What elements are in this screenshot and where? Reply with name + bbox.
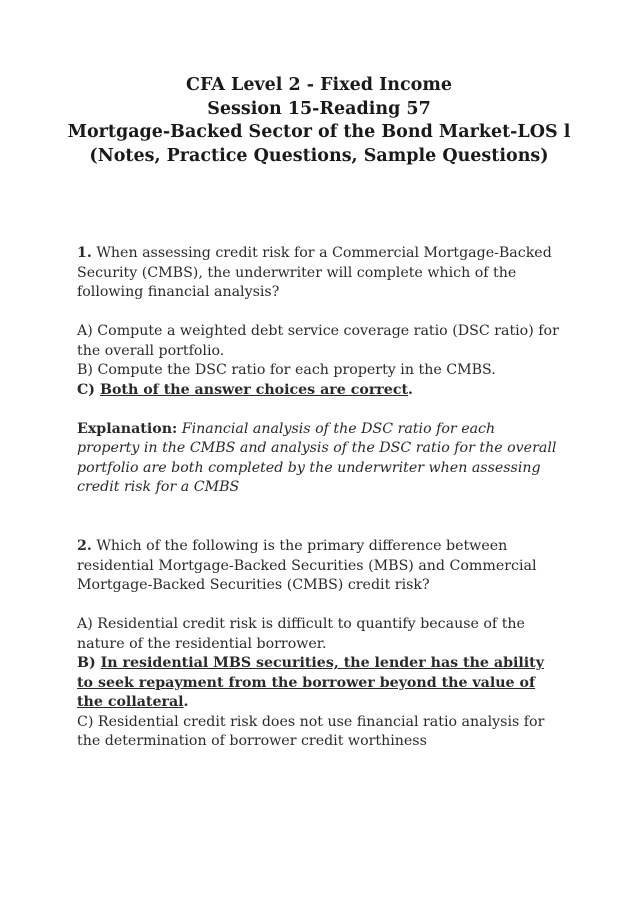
explanation-text: Financial analysis of the DSC ratio for each property in the CMBS and analysis of the DSC ratio for the overall portfolio are both completed by the underwriter when assessing credit risk for a CMBS xyxy=(77,420,557,495)
question-2-option-b xyxy=(77,654,561,713)
question-2-text: Which of the following is the primary difference between residential Mortgage-Backed Securities (MBS) and Commercial Mortgage-Backed Securities (CMBS) credit risk? xyxy=(77,538,537,593)
question-1-text: When assessing credit risk for a Commercial Mortgage-Backed Security (CMBS), the underwriter will complete which of the following financial analysis? xyxy=(77,245,552,300)
question-1-option-c xyxy=(77,381,561,401)
question-1-option-b: B) Compute the DSC ratio for each property in the CMBS. xyxy=(77,362,496,378)
question-1-stem xyxy=(77,244,561,303)
explanation-label: Explanation: xyxy=(77,420,178,437)
question-2-option-b-end: . xyxy=(183,694,189,710)
title-line-4: (Notes, Practice Questions, Sample Questions) xyxy=(89,145,549,166)
question-2-correct-answer: In residential MBS securities, the lender has the ability to seek repayment from the borrower beyond the value of the collateral xyxy=(77,655,544,710)
question-2 xyxy=(77,537,561,752)
question-2-option-b-letter: B) xyxy=(77,655,101,671)
question-1-correct-answer: Both of the answer choices are correct xyxy=(99,381,409,398)
question-2-option-a: A) Residential credit risk is difficult to quantify because of the nature of the residential borrower. xyxy=(77,616,525,652)
document-title xyxy=(0,74,638,168)
question-1 xyxy=(77,244,561,498)
question-1-option-c-letter: C) xyxy=(77,381,100,398)
question-1-number: 1. xyxy=(77,245,92,261)
question-1-option-c-end: . xyxy=(408,381,413,398)
question-2-stem xyxy=(77,537,561,596)
question-1-option-a: A) Compute a weighted debt service coverage ratio (DSC ratio) for the overall portfolio. xyxy=(77,323,559,359)
title-line-1: CFA Level 2 - Fixed Income xyxy=(186,75,452,95)
question-2-option-c: C) Residential credit risk does not use financial ratio analysis for the determination of borrower credit worthiness xyxy=(77,713,545,749)
title-line-2: Session 15-Reading 57 xyxy=(207,98,431,119)
title-line-3: Mortgage-Backed Sector of the Bond Market-LOS l xyxy=(67,122,571,142)
question-1-explanation xyxy=(77,420,561,498)
question-2-number: 2. xyxy=(77,538,92,554)
